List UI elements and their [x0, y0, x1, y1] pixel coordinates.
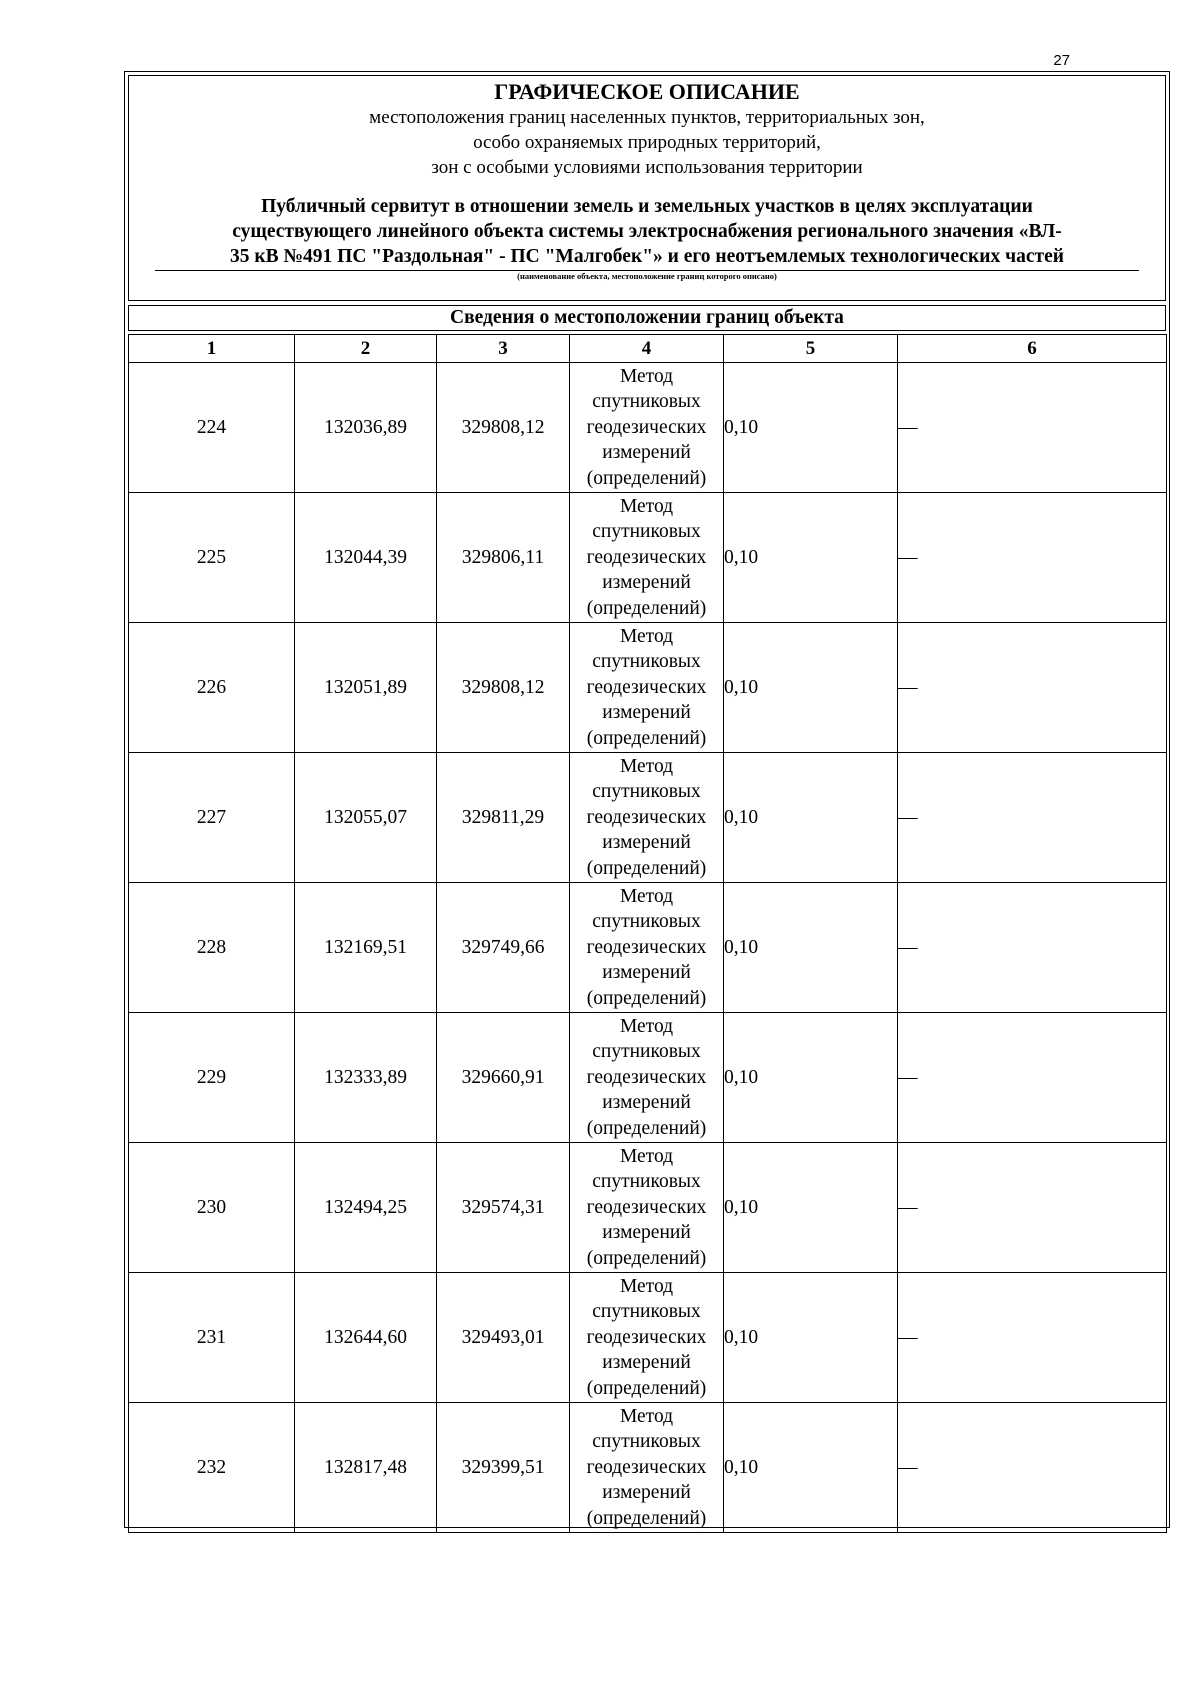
coordinate-y: 329574,31 — [437, 1143, 570, 1273]
coordinate-x: 132644,60 — [295, 1273, 437, 1403]
method-cell — [570, 493, 724, 623]
accuracy-cell: 0,10 — [724, 753, 898, 883]
column-header: 6 — [898, 335, 1167, 363]
table-row — [129, 1013, 1167, 1143]
method-line: спутниковых — [592, 651, 701, 673]
method-line: (определений) — [586, 857, 707, 879]
method-line: (определений) — [586, 1247, 707, 1269]
table-row — [129, 1403, 1167, 1533]
method-line: измерений — [602, 1482, 691, 1504]
coordinate-x: 132051,89 — [295, 623, 437, 753]
method-line: спутниковых — [592, 781, 701, 803]
method-line: спутниковых — [592, 391, 701, 413]
description-cell: — — [898, 1273, 1167, 1403]
method-line: измерений — [602, 572, 691, 594]
description-cell: — — [898, 883, 1167, 1013]
subtitle-line: зон с особыми условиями использования территории — [431, 157, 863, 178]
section-title: Сведения о местоположении границ объекта — [128, 305, 1166, 331]
object-name — [129, 194, 1165, 269]
method-cell — [570, 1273, 724, 1403]
method-line: Метод — [619, 1405, 674, 1427]
method-line: (определений) — [586, 467, 707, 489]
coordinate-y: 329808,12 — [437, 363, 570, 493]
accuracy-cell: 0,10 — [724, 883, 898, 1013]
coordinate-y: 329660,91 — [437, 1013, 570, 1143]
table-row — [129, 493, 1167, 623]
coordinate-y: 329806,11 — [437, 493, 570, 623]
coordinate-x: 132817,48 — [295, 1403, 437, 1533]
accuracy-cell: 0,10 — [724, 1403, 898, 1533]
method-line: Метод — [619, 1015, 674, 1037]
method-line: (определений) — [586, 987, 707, 1009]
coordinates-table — [128, 334, 1167, 1533]
method-line: геодезических — [586, 1326, 707, 1348]
method-cell — [570, 883, 724, 1013]
point-number: 229 — [129, 1013, 295, 1143]
description-cell: — — [898, 623, 1167, 753]
method-line: измерений — [602, 442, 691, 464]
coordinate-y: 329399,51 — [437, 1403, 570, 1533]
coordinate-x: 132333,89 — [295, 1013, 437, 1143]
table-row — [129, 883, 1167, 1013]
coordinate-x: 132494,25 — [295, 1143, 437, 1273]
method-line: Метод — [619, 755, 674, 777]
table-row — [129, 753, 1167, 883]
method-line: спутниковых — [592, 1301, 701, 1323]
method-cell — [570, 1143, 724, 1273]
method-line: геодезических — [586, 1456, 707, 1478]
description-cell: — — [898, 1143, 1167, 1273]
method-line: спутниковых — [592, 521, 701, 543]
method-line: Метод — [619, 495, 674, 517]
method-line: измерений — [602, 1222, 691, 1244]
method-line: Метод — [619, 365, 674, 387]
method-line: спутниковых — [592, 1171, 701, 1193]
coordinate-x: 132044,39 — [295, 493, 437, 623]
method-line: Метод — [619, 1275, 674, 1297]
method-line: геодезических — [586, 1196, 707, 1218]
description-cell: — — [898, 1013, 1167, 1143]
coordinate-x: 132036,89 — [295, 363, 437, 493]
coordinate-y: 329811,29 — [437, 753, 570, 883]
point-number: 228 — [129, 883, 295, 1013]
accuracy-cell: 0,10 — [724, 1143, 898, 1273]
method-line: (определений) — [586, 1117, 707, 1139]
method-line: измерений — [602, 962, 691, 984]
point-number: 226 — [129, 623, 295, 753]
coordinate-y: 329493,01 — [437, 1273, 570, 1403]
column-header: 3 — [437, 335, 570, 363]
object-name-line: 35 кВ №491 ПС "Раздольная" - ПС "Малгобек"» и его неотъемлемых технологических частей — [229, 246, 1065, 267]
accuracy-cell: 0,10 — [724, 363, 898, 493]
method-cell — [570, 753, 724, 883]
method-line: (определений) — [586, 597, 707, 619]
accuracy-cell: 0,10 — [724, 1273, 898, 1403]
method-line: измерений — [602, 1092, 691, 1114]
method-cell — [570, 623, 724, 753]
method-line: измерений — [602, 832, 691, 854]
table-row — [129, 623, 1167, 753]
method-line: измерений — [602, 702, 691, 724]
method-line: геодезических — [586, 546, 707, 568]
method-cell — [570, 1403, 724, 1533]
coordinate-y: 329808,12 — [437, 623, 570, 753]
point-number: 232 — [129, 1403, 295, 1533]
method-line: (определений) — [586, 727, 707, 749]
document-header — [128, 75, 1166, 301]
method-line: геодезических — [586, 936, 707, 958]
object-caption: (наименование объекта, местоположение границ которого описано) — [517, 271, 777, 281]
point-number: 231 — [129, 1273, 295, 1403]
description-cell: — — [898, 753, 1167, 883]
accuracy-cell: 0,10 — [724, 493, 898, 623]
description-cell: — — [898, 1403, 1167, 1533]
point-number: 224 — [129, 363, 295, 493]
method-cell — [570, 1013, 724, 1143]
accuracy-cell: 0,10 — [724, 1013, 898, 1143]
method-line: спутниковых — [592, 1041, 701, 1063]
point-number: 225 — [129, 493, 295, 623]
accuracy-cell: 0,10 — [724, 623, 898, 753]
point-number: 227 — [129, 753, 295, 883]
subtitle-line: особо охраняемых природных территорий, — [473, 132, 821, 153]
column-header: 5 — [724, 335, 898, 363]
table-row — [129, 1143, 1167, 1273]
coordinate-y: 329749,66 — [437, 883, 570, 1013]
method-cell — [570, 363, 724, 493]
coordinate-x: 132169,51 — [295, 883, 437, 1013]
method-line: спутниковых — [592, 1431, 701, 1453]
document-title: ГРАФИЧЕСКОЕ ОПИСАНИЕ — [494, 79, 800, 104]
method-line: геодезических — [586, 1066, 707, 1088]
object-name-line: Публичный сервитут в отношении земель и земельных участков в целях эксплуатации — [261, 196, 1033, 217]
method-line: Метод — [619, 885, 674, 907]
method-line: измерений — [602, 1352, 691, 1374]
method-line: (определений) — [586, 1507, 707, 1529]
method-line: Метод — [619, 1145, 674, 1167]
method-line: геодезических — [586, 806, 707, 828]
method-line: (определений) — [586, 1377, 707, 1399]
column-header: 1 — [129, 335, 295, 363]
method-line: спутниковых — [592, 911, 701, 933]
coordinate-x: 132055,07 — [295, 753, 437, 883]
description-cell: — — [898, 493, 1167, 623]
object-name-line: существующего линейного объекта системы электроснабжения регионального значения «ВЛ- — [232, 221, 1062, 242]
column-header: 4 — [570, 335, 724, 363]
page-number: 27 — [1053, 52, 1070, 69]
point-number: 230 — [129, 1143, 295, 1273]
table-row — [129, 1273, 1167, 1403]
method-line: геодезических — [586, 676, 707, 698]
method-line: геодезических — [586, 416, 707, 438]
method-line: Метод — [619, 625, 674, 647]
subtitle-line: местоположения границ населенных пунктов, территориальных зон, — [369, 107, 925, 128]
table-header-row — [129, 335, 1167, 363]
description-cell: — — [898, 363, 1167, 493]
table-row — [129, 363, 1167, 493]
column-header: 2 — [295, 335, 437, 363]
